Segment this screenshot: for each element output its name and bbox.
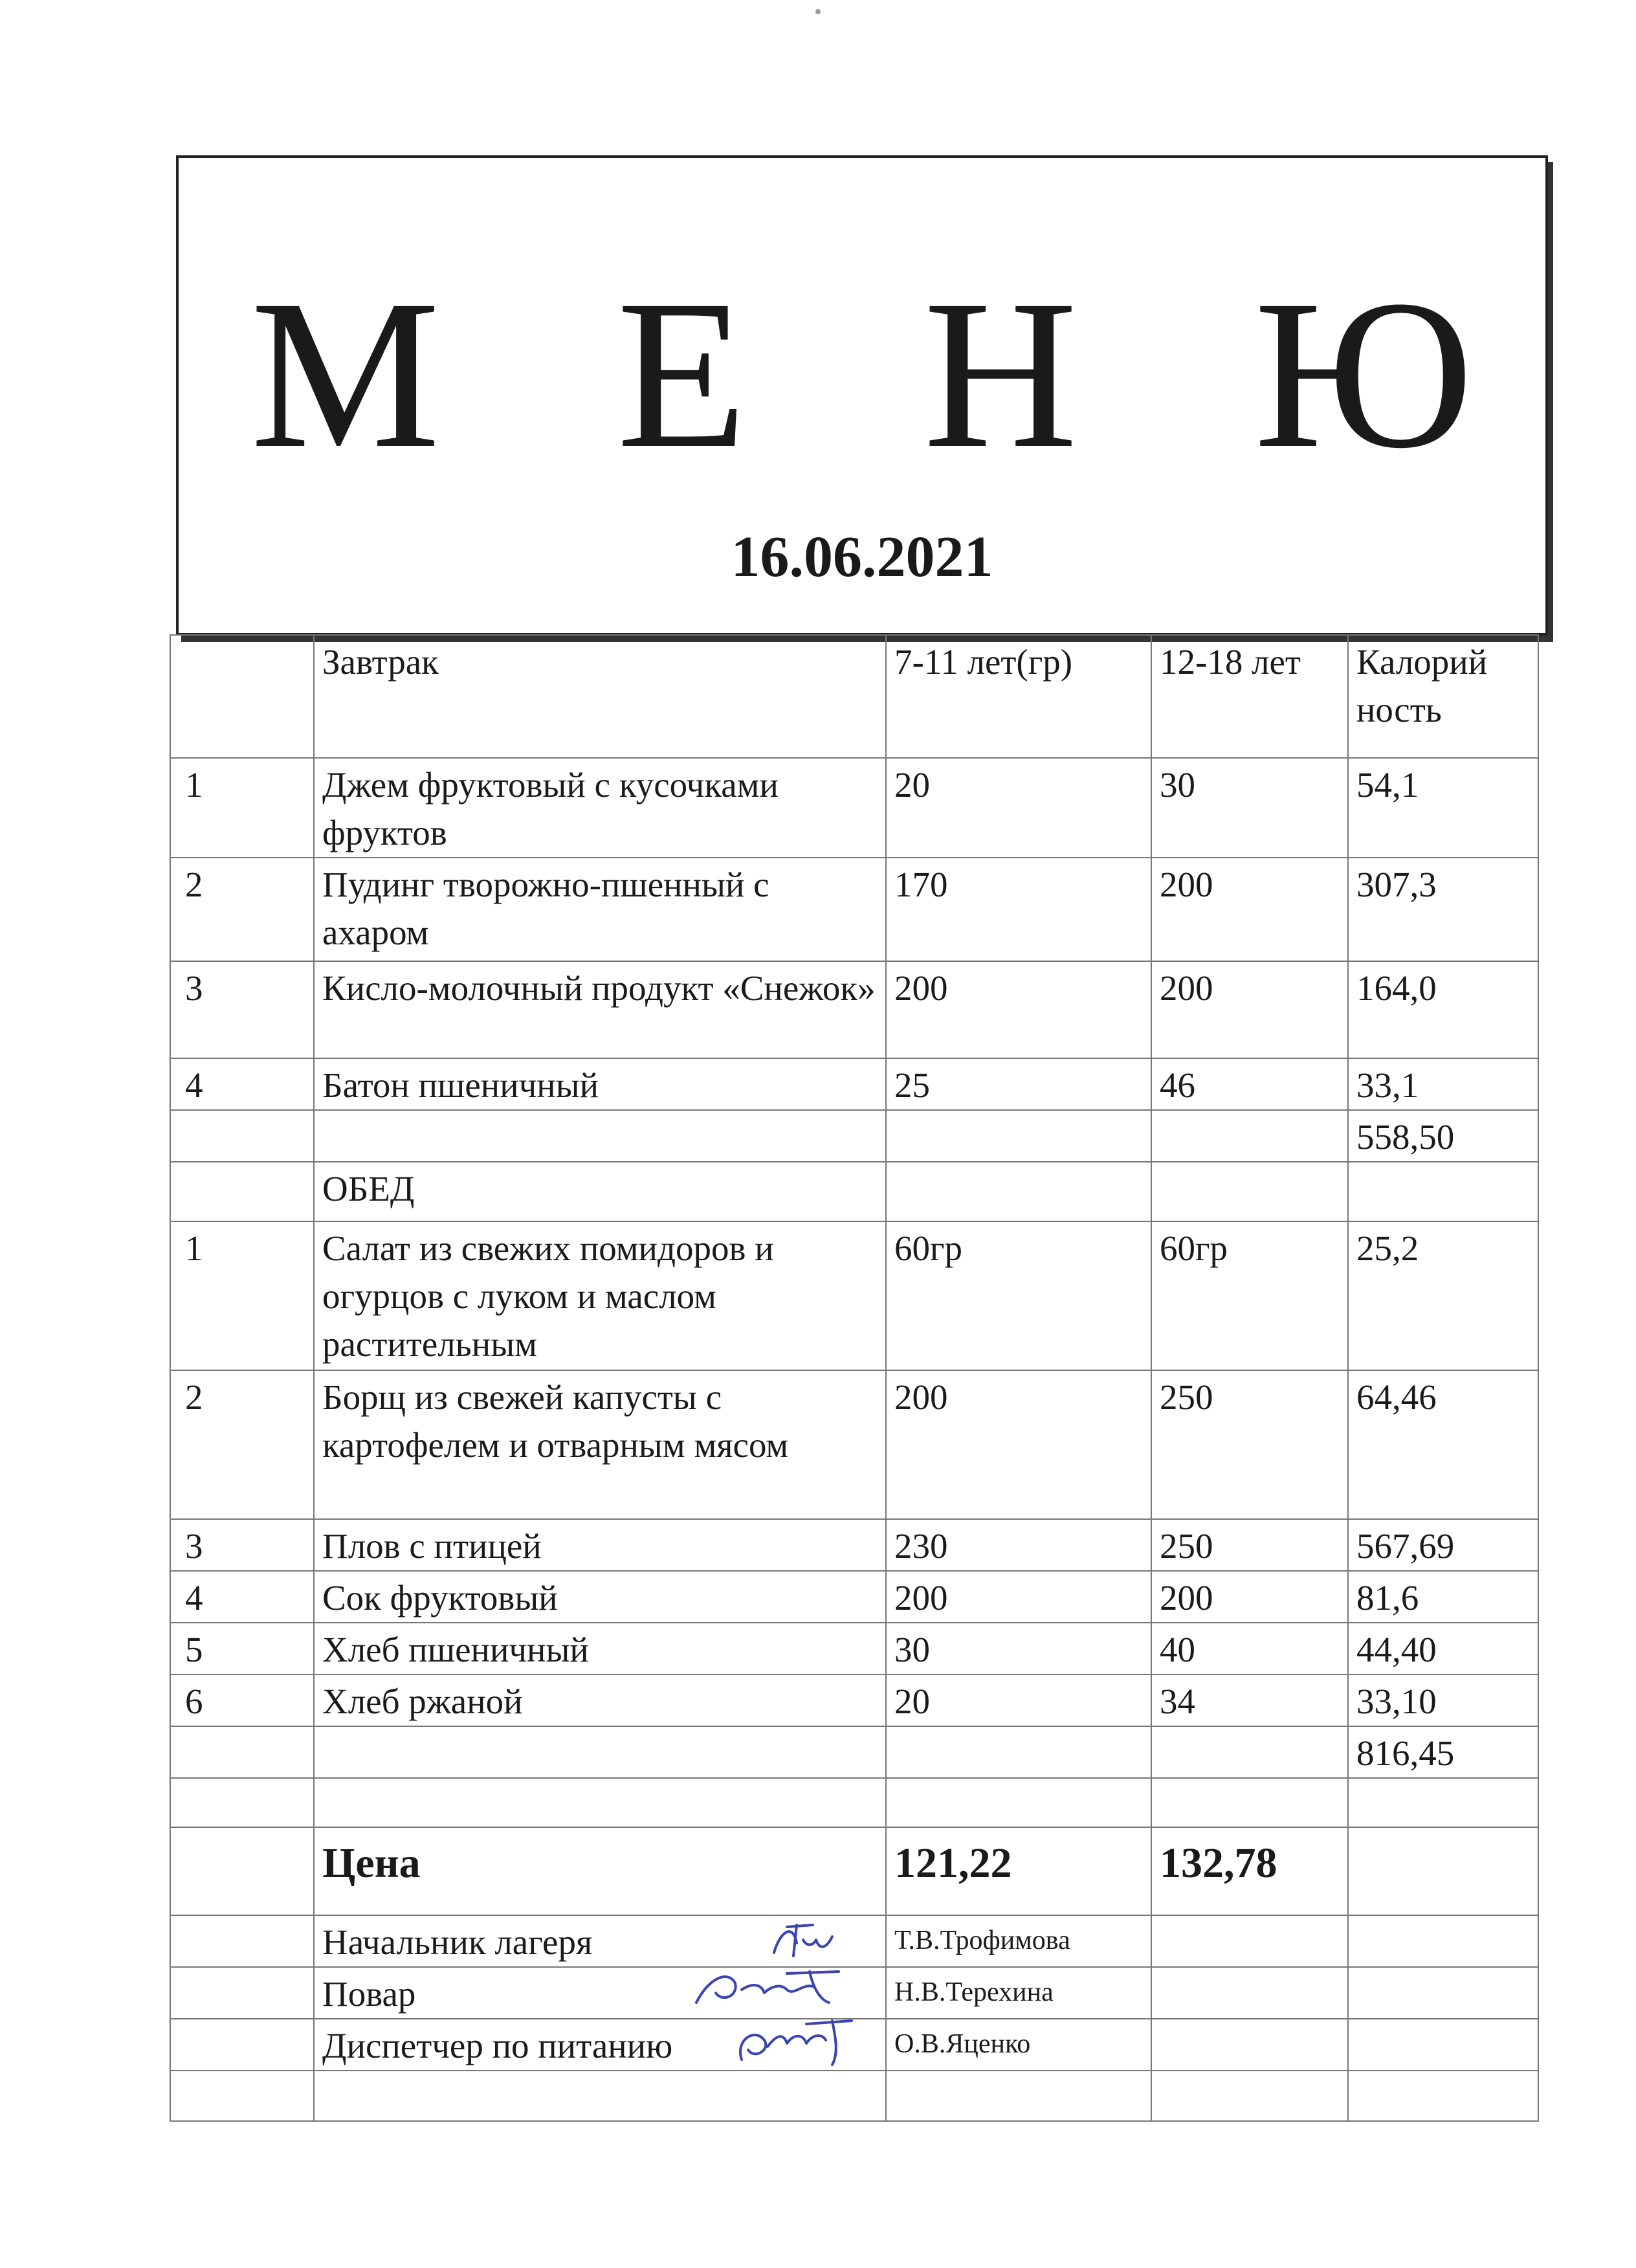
item-portion-7-11: 230 [886, 1519, 1151, 1571]
table-cell [886, 1162, 1151, 1221]
item-name: Сок фруктовый [314, 1571, 886, 1623]
table-cell [886, 1110, 1151, 1162]
price-12-18: 132,78 [1151, 1827, 1348, 1915]
staff-role [314, 1967, 886, 2019]
table-cell [170, 2019, 314, 2071]
table-cell [1151, 2071, 1348, 2121]
item-portion-12-18: 200 [1151, 1571, 1348, 1623]
table-row [170, 961, 1538, 1058]
staff-role [314, 2019, 886, 2071]
column-header-age-7-11: 7-11 лет(гр) [886, 635, 1151, 758]
item-portion-7-11: 20 [886, 1674, 1151, 1726]
breakfast-total-calories: 558,50 [1348, 1110, 1538, 1162]
table-row [170, 758, 1538, 858]
table-cell [314, 1778, 886, 1827]
signature-3 [729, 2019, 858, 2069]
item-portion-12-18: 250 [1151, 1370, 1348, 1519]
item-name: Кисло-молочный продукт «Снежок» [314, 961, 886, 1058]
item-name: Плов с птицей [314, 1519, 886, 1571]
item-number: 2 [170, 858, 314, 961]
table-row [170, 1221, 1538, 1370]
item-calories: 33,1 [1348, 1058, 1538, 1110]
lunch-heading-row [170, 1162, 1538, 1221]
item-name: Хлеб ржаной [314, 1674, 886, 1726]
item-number: 6 [170, 1674, 314, 1726]
table-cell [314, 1110, 886, 1162]
item-calories: 33,10 [1348, 1674, 1538, 1726]
table-cell [170, 2071, 314, 2121]
item-number: 3 [170, 961, 314, 1058]
table-cell [1151, 1162, 1348, 1221]
item-calories: 567,69 [1348, 1519, 1538, 1571]
item-number: 2 [170, 1370, 314, 1519]
table-row [170, 1674, 1538, 1726]
staff-role [314, 1915, 886, 1967]
item-portion-12-18: 60гр [1151, 1221, 1348, 1370]
table-cell [170, 1915, 314, 1967]
item-portion-7-11: 200 [886, 1370, 1151, 1519]
table-row [170, 1571, 1538, 1623]
table-cell [170, 1162, 314, 1221]
item-name: Салат из свежих помидоров и огурцов с луком и маслом растительным [314, 1221, 886, 1370]
menu-header-box [176, 155, 1548, 636]
table-cell [886, 2071, 1151, 2121]
item-portion-7-11: 30 [886, 1623, 1151, 1674]
breakfast-total-row [170, 1110, 1538, 1162]
table-cell [170, 1726, 314, 1778]
table-cell [314, 1726, 886, 1778]
staff-row [170, 1967, 1538, 2019]
table-row [170, 2071, 1538, 2121]
table-cell [1151, 1110, 1348, 1162]
item-portion-7-11: 25 [886, 1058, 1151, 1110]
price-label: Цена [314, 1827, 886, 1915]
table-cell [1151, 1915, 1348, 1967]
table-cell [1151, 1778, 1348, 1827]
signature-2 [690, 1967, 845, 2016]
table-cell [170, 1110, 314, 1162]
item-name: Пудинг творожно-пшенный с ахаром [314, 858, 886, 961]
menu-table [170, 634, 1539, 2122]
item-portion-12-18: 30 [1151, 758, 1348, 858]
staff-role-label: Начальник лагеря [322, 1922, 593, 1962]
item-calories: 307,3 [1348, 858, 1538, 961]
column-header-age-12-18: 12-18 лет [1151, 635, 1348, 758]
item-portion-7-11: 200 [886, 961, 1151, 1058]
staff-role-label: Диспетчер по питанию [322, 2026, 673, 2065]
item-name: Борщ из свежей капусты с картофелем и отварным мясом [314, 1370, 886, 1519]
item-number: 1 [170, 1221, 314, 1370]
lunch-heading: ОБЕД [314, 1162, 886, 1221]
item-name: Батон пшеничный [314, 1058, 886, 1110]
lunch-total-calories: 816,45 [1348, 1726, 1538, 1778]
item-portion-12-18: 34 [1151, 1674, 1348, 1726]
item-name: Джем фруктовый с кусочками фруктов [314, 758, 886, 858]
table-cell [886, 1726, 1151, 1778]
table-row [170, 1623, 1538, 1674]
item-portion-12-18: 200 [1151, 858, 1348, 961]
item-portion-12-18: 200 [1151, 961, 1348, 1058]
staff-row [170, 1915, 1538, 1967]
table-cell [1151, 1967, 1348, 2019]
staff-name: Н.В.Терехина [886, 1967, 1151, 2019]
scan-speck [815, 9, 821, 14]
item-calories: 54,1 [1348, 758, 1538, 858]
item-number: 1 [170, 758, 314, 858]
column-header-calories: Калорий ность [1348, 635, 1538, 758]
menu-date: 16.06.2021 [731, 525, 993, 589]
page-title: М Е Н Ю [250, 256, 1535, 493]
price-7-11: 121,22 [886, 1827, 1151, 1915]
lunch-total-row [170, 1726, 1538, 1778]
item-portion-7-11: 170 [886, 858, 1151, 961]
item-calories: 81,6 [1348, 1571, 1538, 1623]
table-cell [1348, 1827, 1538, 1915]
item-calories: 64,46 [1348, 1370, 1538, 1519]
table-cell [1348, 2019, 1538, 2071]
table-cell [1348, 2071, 1538, 2121]
item-calories: 164,0 [1348, 961, 1538, 1058]
column-header-breakfast: Завтрак [314, 635, 886, 758]
table-cell [1348, 1967, 1538, 2019]
item-number: 3 [170, 1519, 314, 1571]
table-cell [1348, 1915, 1538, 1967]
table-cell [314, 2071, 886, 2121]
item-portion-12-18: 46 [1151, 1058, 1348, 1110]
staff-name: О.В.Яценко [886, 2019, 1151, 2071]
table-cell [170, 635, 314, 758]
table-cell [170, 1827, 314, 1915]
table-cell [1348, 1162, 1538, 1221]
table-cell [170, 1778, 314, 1827]
table-cell [1151, 1726, 1348, 1778]
table-row [170, 1519, 1538, 1571]
item-number: 4 [170, 1571, 314, 1623]
item-portion-7-11: 20 [886, 758, 1151, 858]
item-calories: 44,40 [1348, 1623, 1538, 1674]
price-row [170, 1827, 1538, 1915]
signature-1 [768, 1917, 839, 1962]
table-row [170, 858, 1538, 961]
table-cell [886, 1778, 1151, 1827]
table-row [170, 1370, 1538, 1519]
table-cell [170, 1967, 314, 2019]
staff-row [170, 2019, 1538, 2071]
table-row [170, 1778, 1538, 1827]
item-number: 5 [170, 1623, 314, 1674]
item-number: 4 [170, 1058, 314, 1110]
table-header-row [170, 635, 1538, 758]
item-name: Хлеб пшеничный [314, 1623, 886, 1674]
item-portion-7-11: 200 [886, 1571, 1151, 1623]
item-portion-12-18: 40 [1151, 1623, 1348, 1674]
item-calories: 25,2 [1348, 1221, 1538, 1370]
table-cell [1348, 1778, 1538, 1827]
item-portion-7-11: 60гр [886, 1221, 1151, 1370]
table-cell [1151, 2019, 1348, 2071]
staff-name: Т.В.Трофимова [886, 1915, 1151, 1967]
staff-role-label: Повар [322, 1974, 416, 2014]
table-row [170, 1058, 1538, 1110]
item-portion-12-18: 250 [1151, 1519, 1348, 1571]
